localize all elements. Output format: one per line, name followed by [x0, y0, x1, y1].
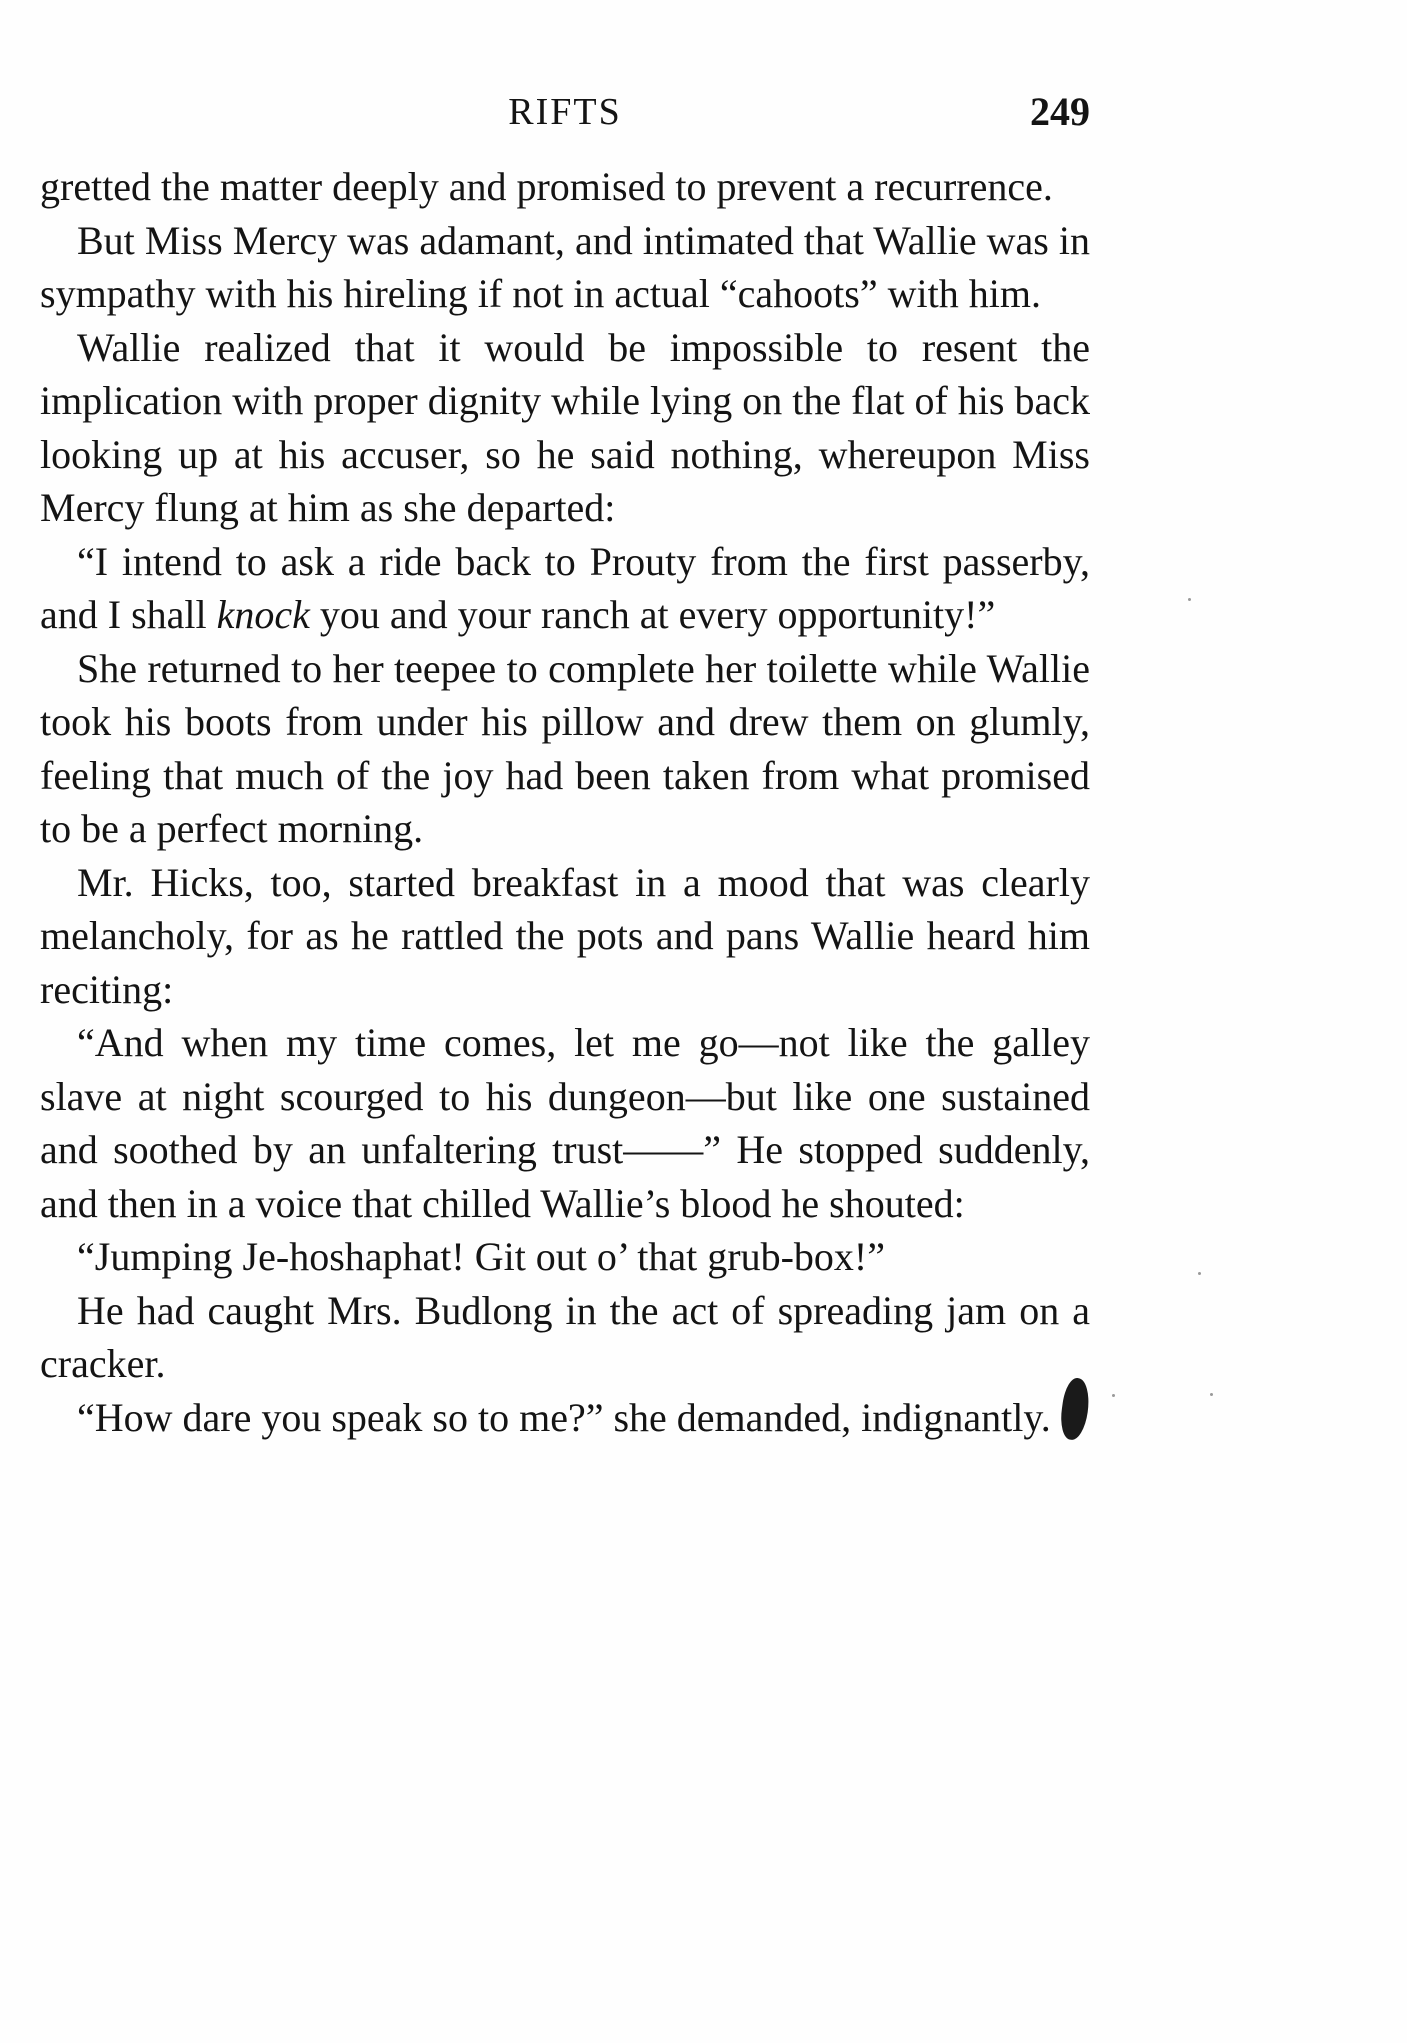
paragraph-9: He had caught Mrs. Budlong in the act of spreading jam on a cracker.: [40, 1287, 1090, 1386]
body-text: [40, 160, 1090, 1444]
running-head: [40, 82, 1090, 142]
paragraph-10: “How dare you speak so to me?” she demanded, indignantly.: [77, 1394, 1051, 1440]
chapter-title: RIFTS: [508, 91, 622, 133]
paragraph-1: gretted the matter deeply and promised to prevent a recurrence.: [40, 164, 1053, 209]
paper-speck: [1112, 1394, 1115, 1397]
page-number: 249: [1030, 89, 1090, 134]
paper-speck: [1210, 1393, 1213, 1396]
paragraph-3: Wallie realized that it would be impossible to resent the implication with proper dignity while lying on the flat of his back looking up at his accuser, so he said nothing, whereupon Miss Mercy flung at him as she departed:: [40, 324, 1090, 530]
paper-speck: [1198, 1272, 1201, 1275]
paper-speck: [1188, 598, 1191, 601]
emphasized-word: knock: [216, 592, 310, 637]
paragraph-5: She returned to her teepee to complete her toilette while Wallie took his boots from under his pillow and drew them on glumly, feeling that much of the joy had been taken from what promised to be a perfect morning.: [40, 645, 1090, 851]
paragraph-4: [40, 535, 1090, 642]
paragraph-4-after: you and your ranch at every opportunity!”: [309, 592, 996, 637]
paragraph-2: But Miss Mercy was adamant, and intimated that Wallie was in sympathy with his hireling if not in actual “cahoots” with him.: [40, 217, 1090, 316]
paragraph-4-before: “I intend to ask a ride back to Prouty from the first passerby, and I shall: [40, 538, 1090, 637]
paragraph-8: “Jumping Je-hoshaphat! Git out o’ that grub-box!”: [77, 1234, 885, 1279]
paragraph-7: “And when my time comes, let me go—not like the galley slave at night scourged to his dungeon—but like one sustained and soothed by an unfaltering trust——” He stopped suddenly, and then in a voice that chilled Wallie’s blood he shouted:: [40, 1020, 1090, 1226]
paragraph-6: Mr. Hicks, too, started breakfast in a mood that was clearly melancholy, for as he rattled the pots and pans Wallie heard him reciting:: [40, 859, 1090, 1012]
